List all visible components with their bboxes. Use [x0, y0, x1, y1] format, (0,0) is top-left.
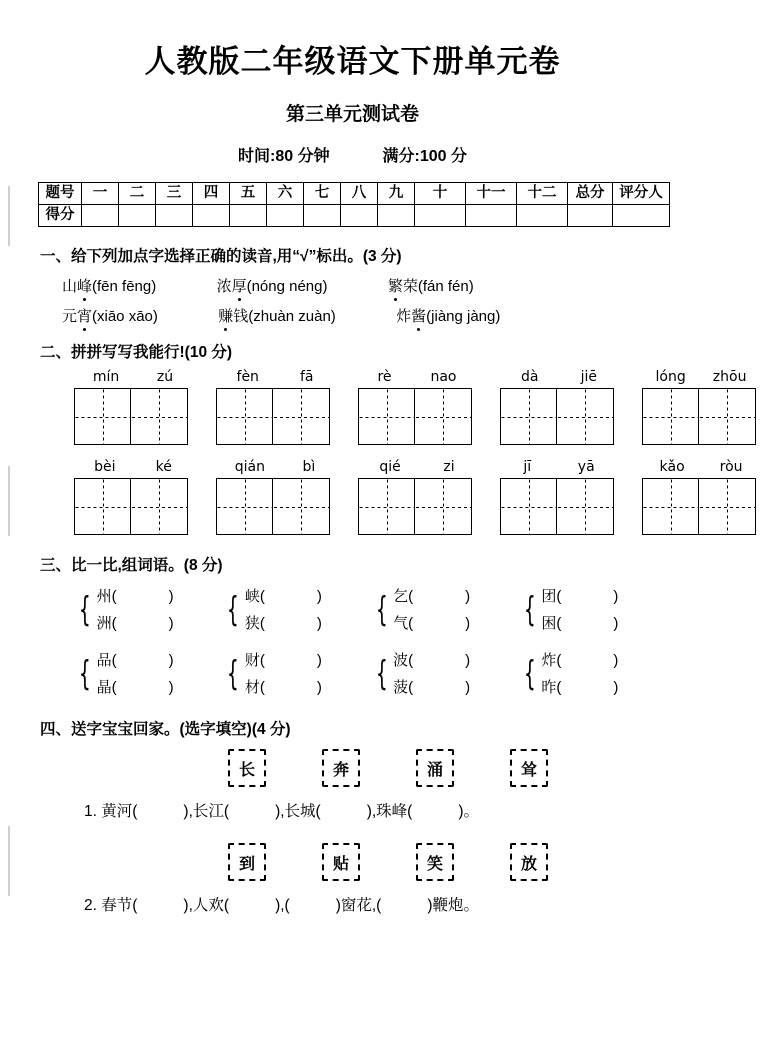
char-chip[interactable]: 耸: [510, 749, 548, 787]
compare-group-4: [519, 583, 667, 637]
score-col-10: 十: [415, 183, 466, 205]
brace-icon: {: [523, 654, 536, 694]
section-3-heading: 三、比一比,组词语。(8 分): [40, 557, 223, 574]
compare-word: 品(: [96, 652, 117, 669]
close-paren: ): [168, 588, 174, 605]
score-col-1: 一: [82, 183, 119, 205]
tianzige-box[interactable]: [74, 388, 131, 445]
score-cell-6[interactable]: [267, 205, 304, 227]
compare-words-3: [393, 583, 470, 637]
pinyin-syllable: fā: [299, 369, 314, 385]
char-chip[interactable]: 涌: [416, 749, 454, 787]
fill-sentence-2: [38, 893, 667, 915]
tianzige-pair: [74, 478, 192, 535]
q1-word-3: 繁荣: [388, 275, 418, 296]
q1-options-3[interactable]: (fán fén): [417, 278, 474, 295]
close-paren: ): [613, 588, 619, 605]
pinyin-cell-3: [358, 369, 476, 445]
compare-words-7: [393, 647, 470, 701]
page-edge-mark-mid: [8, 466, 10, 536]
sentence-part: ),人欢(: [183, 897, 230, 914]
pinyin-label-5: [642, 369, 760, 385]
pinyin-syllable: dà: [521, 369, 539, 385]
score-table-row-label-1: 得分: [39, 205, 82, 227]
tianzige-pair: [216, 388, 334, 445]
tone-dot-icon: [83, 298, 86, 301]
pinyin-syllable: zú: [156, 369, 174, 385]
pinyin-cell-10: [642, 459, 760, 535]
score-table: [38, 182, 670, 227]
score-col-6: 六: [267, 183, 304, 205]
char-chip[interactable]: 笑: [416, 843, 454, 881]
sentence-part: ),长江(: [183, 803, 230, 820]
sentence-part: )窗花,(: [335, 897, 382, 914]
tianzige-box[interactable]: [500, 388, 557, 445]
brace-icon: {: [227, 654, 240, 694]
q1-options-2[interactable]: (nóng néng): [246, 278, 328, 295]
sentence-part: 黄河(: [101, 803, 138, 820]
tianzige-pair: [642, 478, 760, 535]
close-paren: ): [613, 679, 619, 696]
score-cell-5[interactable]: [230, 205, 267, 227]
compare-word: 狭(: [244, 615, 265, 632]
score-cell-9[interactable]: [378, 205, 415, 227]
pinyin-label-3: [358, 369, 476, 385]
pinyin-label-2: [216, 369, 334, 385]
pinyin-label-10: [642, 459, 760, 475]
compare-word: 困(: [541, 615, 562, 632]
compare-row-2: [38, 647, 667, 701]
sentence-part: ),(: [275, 897, 290, 914]
q1-options-4[interactable]: (xiāo xāo): [92, 308, 158, 325]
brace-icon: {: [523, 590, 536, 630]
compare-word: 峡(: [244, 588, 265, 605]
compare-word: 团(: [541, 588, 562, 605]
close-paren: ): [613, 652, 619, 669]
sentence-part: )。: [458, 803, 480, 820]
score-cell-1[interactable]: [82, 205, 119, 227]
score-col-3: 三: [156, 183, 193, 205]
tianzige-pair: [642, 388, 760, 445]
close-paren: ): [168, 615, 174, 632]
tianzige-box[interactable]: [642, 478, 699, 535]
char-chip[interactable]: 奔: [322, 749, 360, 787]
pinyin-label-8: [358, 459, 476, 475]
page-subtitle: 第三单元测试卷: [285, 104, 419, 125]
close-paren: ): [168, 652, 174, 669]
pinyin-syllable: ròu: [719, 459, 743, 475]
q1-word-4: 元宵: [62, 305, 92, 326]
score-cell-total[interactable]: [568, 205, 613, 227]
compare-word: 晶(: [96, 679, 117, 696]
tianzige-box[interactable]: [699, 478, 756, 535]
pinyin-syllable: qié: [379, 459, 401, 475]
tianzige-box[interactable]: [131, 388, 188, 445]
compare-word: 乞(: [393, 588, 414, 605]
tianzige-pair: [358, 478, 476, 535]
pinyin-syllable: jī: [523, 459, 532, 475]
section-2-heading: 二、拼拼写写我能行!(10 分): [40, 344, 233, 361]
tone-dot-icon: [417, 328, 420, 331]
sentence-part: ),珠峰(: [366, 803, 413, 820]
pinyin-syllable: zhōu: [712, 369, 747, 385]
tianzige-pair: [74, 388, 192, 445]
tianzige-box[interactable]: [415, 478, 472, 535]
score-col-marker: 评分人: [613, 183, 670, 205]
exam-page: [0, 36, 747, 1060]
sentence-part: 春节(: [101, 897, 138, 914]
tianzige-box[interactable]: [699, 388, 756, 445]
score-col-12: 十二: [517, 183, 568, 205]
brace-icon: {: [375, 590, 388, 630]
tianzige-pair: [500, 388, 618, 445]
close-paren: ): [316, 652, 322, 669]
q1-word-1: 山峰: [62, 275, 92, 296]
q1-word-2: 浓厚: [217, 275, 247, 296]
compare-word: 财(: [244, 652, 265, 669]
score-table-row-label-0: 题号: [39, 183, 82, 205]
tianzige-pair: [358, 388, 476, 445]
q1-options-5[interactable]: (zhuàn zuàn): [248, 308, 336, 325]
sentence-part: ),长城(: [275, 803, 321, 820]
score-table-value-row: [39, 205, 670, 227]
score-col-11: 十一: [466, 183, 517, 205]
score-table-header-row: [39, 183, 670, 205]
compare-group-6: [222, 647, 370, 701]
char-bank-row-2: [38, 843, 667, 881]
compare-group-7: [371, 647, 519, 701]
section-1-row-2: [38, 305, 667, 326]
section-4-heading: [40, 717, 667, 739]
compare-words-4: [541, 583, 618, 637]
pinyin-grid-row-1: [38, 369, 747, 445]
char-chip[interactable]: 到: [228, 843, 266, 881]
score-col-8: 八: [341, 183, 378, 205]
compare-words-5: [97, 647, 174, 701]
score-col-9: 九: [378, 183, 415, 205]
compare-word: 洲(: [96, 615, 117, 632]
pinyin-syllable: nao: [430, 369, 457, 385]
page-edge-mark-top: [8, 186, 10, 246]
close-paren: ): [316, 679, 322, 696]
pinyin-syllable: mín: [92, 369, 120, 385]
close-paren: ): [316, 615, 322, 632]
tone-dot-icon: [224, 328, 227, 331]
close-paren: ): [168, 679, 174, 696]
full-score-label: 满分:100 分: [382, 148, 467, 165]
score-cell-3[interactable]: [156, 205, 193, 227]
pinyin-cell-1: [74, 369, 192, 445]
pinyin-syllable: jiē: [580, 369, 597, 385]
pinyin-cell-9: [500, 459, 618, 535]
compare-word: 昨(: [541, 679, 562, 696]
compare-words-8: [541, 647, 618, 701]
pinyin-grid-row-2: [38, 459, 743, 535]
pinyin-syllable: zi: [443, 459, 455, 475]
compare-group-1: [74, 583, 222, 637]
brace-icon: {: [78, 590, 91, 630]
pinyin-syllable: yā: [577, 459, 595, 475]
close-paren: ): [316, 588, 322, 605]
pinyin-label-1: [74, 369, 192, 385]
fill-sentence-1: [38, 799, 667, 821]
compare-words-6: [245, 647, 322, 701]
pinyin-cell-7: [216, 459, 334, 535]
page-edge-mark-bottom: [8, 826, 10, 896]
tianzige-box[interactable]: [358, 478, 415, 535]
pinyin-syllable: rè: [377, 369, 392, 385]
score-cell-11[interactable]: [466, 205, 517, 227]
score-col-2: 二: [119, 183, 156, 205]
tianzige-box[interactable]: [273, 478, 330, 535]
tianzige-pair: [216, 478, 334, 535]
pinyin-label-4: [500, 369, 618, 385]
pinyin-label-9: [500, 459, 618, 475]
compare-words-1: [97, 583, 174, 637]
compare-word: 州(: [96, 588, 117, 605]
tianzige-box[interactable]: [500, 478, 557, 535]
tone-dot-icon: [394, 298, 397, 301]
score-cell-2[interactable]: [119, 205, 156, 227]
q1-options-1[interactable]: (fēn fēng): [92, 278, 157, 295]
tianzige-box[interactable]: [358, 388, 415, 445]
compare-word: 材(: [244, 679, 265, 696]
score-cell-4[interactable]: [193, 205, 230, 227]
section-1-row-1: [38, 275, 667, 296]
close-paren: ): [465, 615, 471, 632]
tianzige-box[interactable]: [216, 478, 273, 535]
exam-meta: [38, 143, 667, 166]
char-chip[interactable]: 贴: [322, 843, 360, 881]
score-col-total: 总分: [568, 183, 613, 205]
compare-group-8: [519, 647, 667, 701]
pinyin-label-6: [74, 459, 192, 475]
tianzige-box[interactable]: [557, 478, 614, 535]
pinyin-cell-5: [642, 369, 760, 445]
tianzige-box[interactable]: [74, 478, 131, 535]
compare-group-2: [222, 583, 370, 637]
tianzige-box[interactable]: [415, 388, 472, 445]
time-label: 时间:80 分钟: [238, 148, 330, 165]
score-cell-marker[interactable]: [613, 205, 670, 227]
pinyin-cell-2: [216, 369, 334, 445]
q1-word-6: 炸酱: [396, 305, 426, 326]
q1-options-6[interactable]: (jiàng jàng): [426, 308, 501, 325]
brace-icon: {: [78, 654, 91, 694]
pinyin-syllable: lóng: [655, 369, 686, 385]
sentence-part: )鞭炮。: [427, 897, 480, 914]
score-col-4: 四: [193, 183, 230, 205]
compare-word: 波(: [393, 652, 414, 669]
item-number: 1.: [84, 803, 97, 820]
tone-dot-icon: [83, 328, 86, 331]
score-cell-8[interactable]: [341, 205, 378, 227]
page-title: 人教版二年级语文下册单元卷: [144, 44, 561, 79]
brace-icon: {: [227, 590, 240, 630]
compare-group-3: [371, 583, 519, 637]
close-paren: ): [465, 679, 471, 696]
close-paren: ): [465, 588, 471, 605]
compare-word: 菠(: [393, 679, 414, 696]
score-cell-12[interactable]: [517, 205, 568, 227]
section-1-heading: 一、给下列加点字选择正确的读音,用“√”标出。(3 分): [40, 248, 402, 265]
compare-row-1: [38, 583, 667, 637]
tianzige-box[interactable]: [557, 388, 614, 445]
pinyin-label-7: [216, 459, 334, 475]
brace-icon: {: [375, 654, 388, 694]
tianzige-box[interactable]: [216, 388, 273, 445]
tianzige-box[interactable]: [273, 388, 330, 445]
item-number: 2.: [84, 897, 97, 914]
char-chip[interactable]: 长: [228, 749, 266, 787]
tianzige-pair: [500, 478, 618, 535]
tone-dot-icon: [238, 298, 241, 301]
section-4-heading-text: 四、送字宝宝回家。(选字填空)(4 分): [40, 721, 291, 738]
pinyin-syllable: ké: [155, 459, 172, 475]
compare-words-2: [245, 583, 322, 637]
pinyin-syllable: bì: [302, 459, 316, 475]
pinyin-syllable: qián: [234, 459, 265, 475]
compare-word: 气(: [393, 615, 414, 632]
compare-word: 炸(: [541, 652, 562, 669]
char-chip[interactable]: 放: [510, 843, 548, 881]
pinyin-syllable: kǎo: [659, 459, 685, 475]
score-cell-10[interactable]: [415, 205, 466, 227]
tianzige-box[interactable]: [131, 478, 188, 535]
score-col-7: 七: [304, 183, 341, 205]
score-cell-7[interactable]: [304, 205, 341, 227]
char-bank-row-1: [38, 749, 667, 787]
tianzige-box[interactable]: [642, 388, 699, 445]
close-paren: ): [613, 615, 619, 632]
close-paren: ): [465, 652, 471, 669]
pinyin-syllable: fèn: [236, 369, 259, 385]
pinyin-cell-8: [358, 459, 476, 535]
q1-word-5: 赚钱: [218, 305, 248, 326]
score-col-5: 五: [230, 183, 267, 205]
pinyin-cell-4: [500, 369, 618, 445]
compare-group-5: [74, 647, 222, 701]
pinyin-syllable: bèi: [94, 459, 116, 475]
pinyin-cell-6: [74, 459, 192, 535]
